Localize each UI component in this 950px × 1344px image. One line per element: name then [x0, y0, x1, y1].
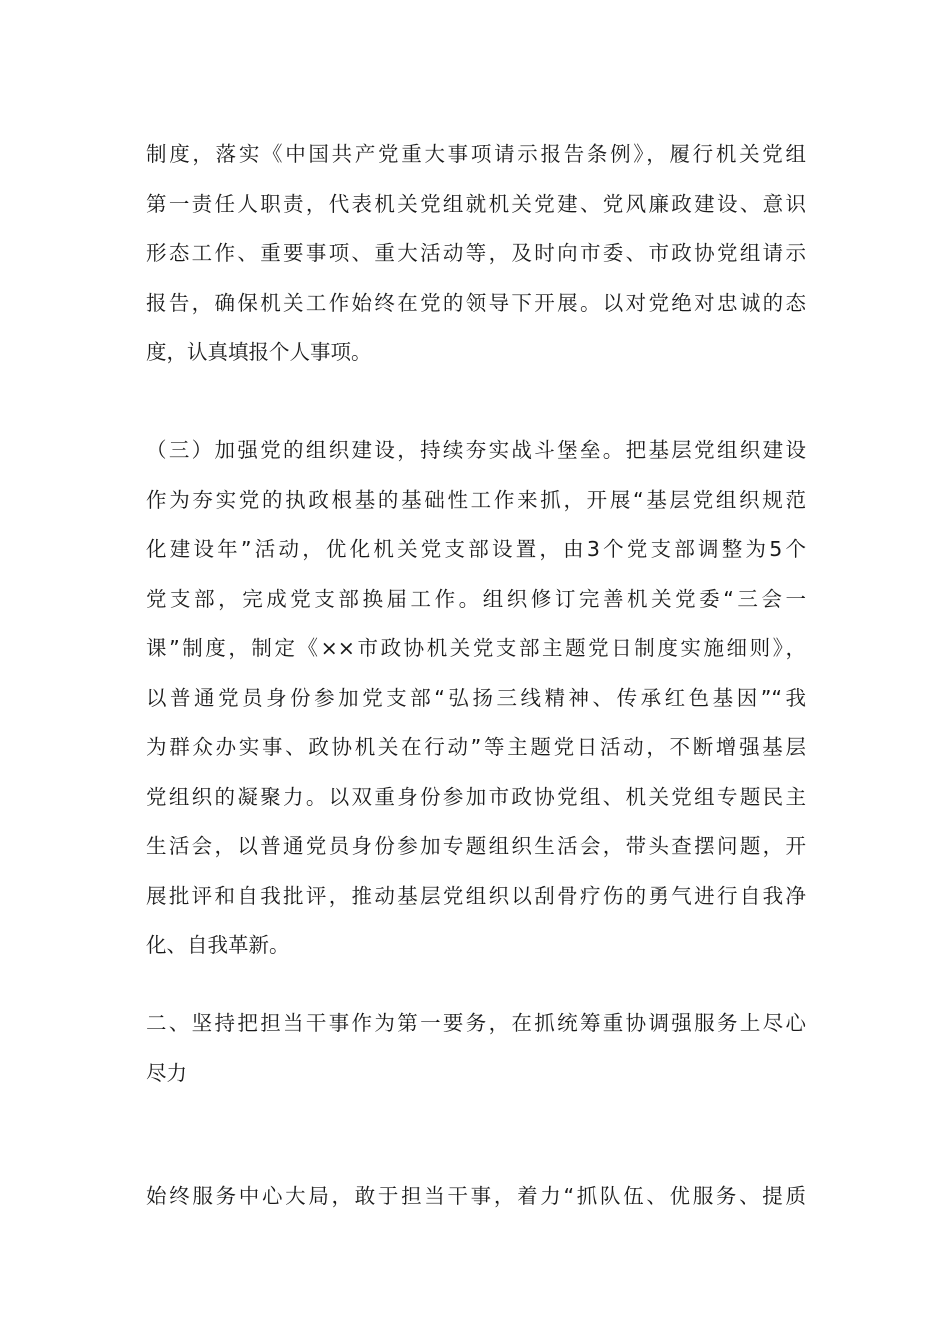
text-line: 化、自我革新。: [146, 933, 290, 957]
text-line: 党支部，完成党支部换届工作。组织修订完善机关党委“三会一: [146, 586, 806, 611]
text-line: 作为夯实党的执政根基的基础性工作来抓，开展“基层党组织规范: [146, 487, 806, 512]
text-line: 以普通党员身份参加党支部“弘扬三线精神、传承红色基因”“我: [146, 685, 806, 710]
text-line: （三）加强党的组织建设，持续夯实战斗堡垒。把基层党组织建设: [146, 438, 806, 462]
heading-line: 二、坚持把担当干事作为第一要务，在抓统筹重协调强服务上尽心: [146, 1011, 806, 1035]
heading-line: 尽力: [146, 1060, 187, 1085]
text-line: 形态工作、重要事项、重大活动等，及时向市委、市政协党组请示: [146, 241, 806, 265]
paragraph-organization-building: [146, 426, 806, 971]
paragraph-serve-center: [146, 1172, 806, 1222]
text-line: 课”制度，制定《××市政协机关党支部主题党日制度实施细则》，: [146, 636, 806, 660]
text-line: 为群众办实事、政协机关在行动”等主题党日活动，不断增强基层: [146, 735, 806, 759]
text-line: 报告，确保机关工作始终在党的领导下开展。以对党绝对忠诚的态: [146, 290, 806, 315]
text-line: 党组织的凝聚力。以双重身份参加市政协党组、机关党组专题民主: [146, 784, 806, 809]
text-line: 展批评和自我批评，推动基层党组织以刮骨疗伤的勇气进行自我净: [146, 883, 806, 908]
text-line: 制度，落实《中国共产党重大事项请示报告条例》，履行机关党组: [146, 142, 806, 166]
text-line: 化建设年”活动，优化机关党支部设置，由3个党支部调整为5个: [146, 537, 806, 561]
section-heading: [146, 999, 806, 1098]
paragraph-party-reporting: [146, 130, 806, 378]
text-line: 始终服务中心大局，敢于担当干事，着力“抓队伍、优服务、提质: [146, 1184, 806, 1208]
text-line: 度，认真填报个人事项。: [146, 340, 372, 364]
text-line: 第一责任人职责，代表机关党组就机关党建、党风廉政建设、意识: [146, 191, 806, 216]
text-line: 生活会，以普通党员身份参加专题组织生活会，带头查摆问题，开: [146, 834, 806, 858]
